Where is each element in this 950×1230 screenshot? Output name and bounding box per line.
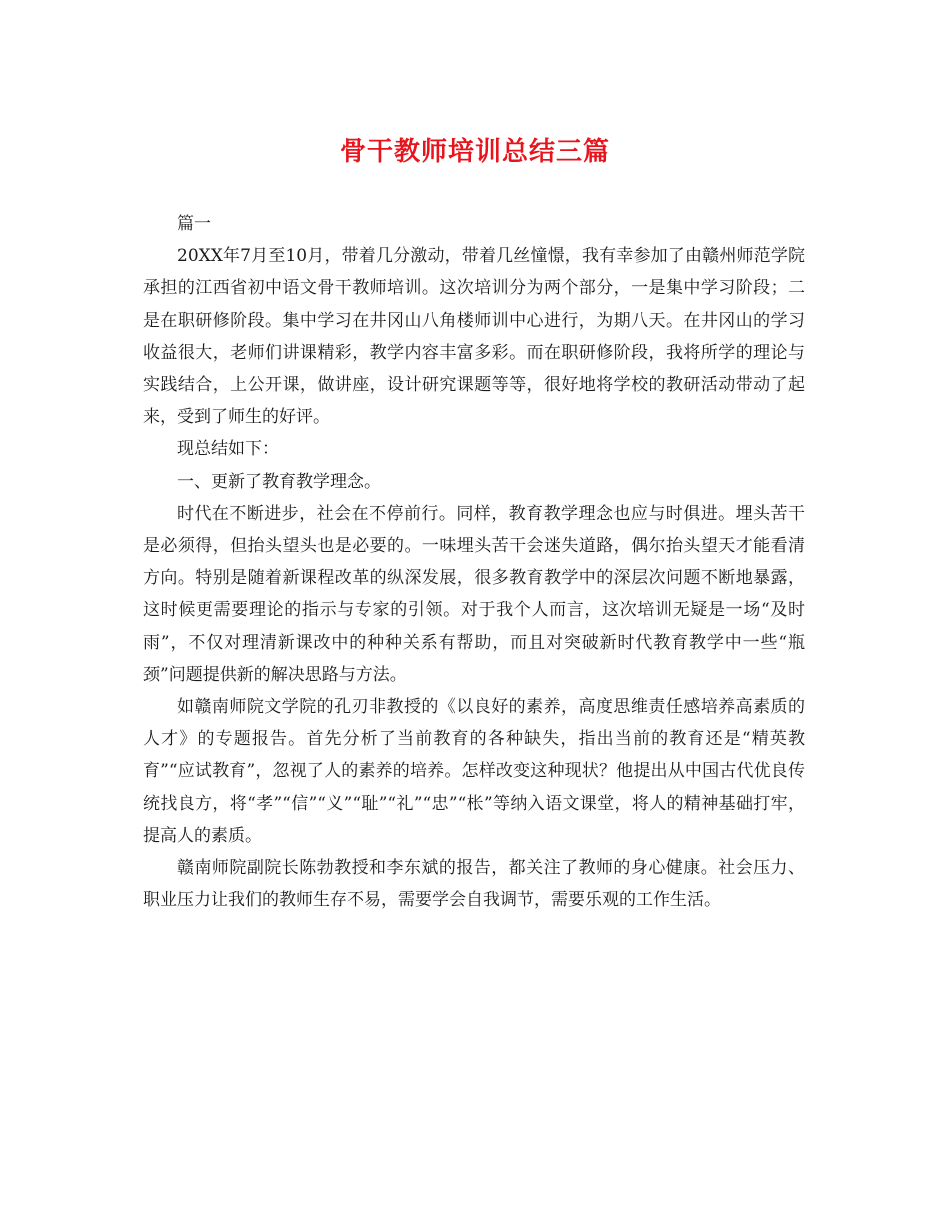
document-title: 骨干教师培训总结三篇 xyxy=(339,137,610,167)
subsection-heading: 一、更新了教育教学理念。 xyxy=(177,471,381,492)
document-body xyxy=(143,208,805,916)
paragraph: 如赣南师院文学院的孔刃非教授的《以良好的素养，高度思维责任感培养高素质的人才》的专题报告。首先分析了当前教育的各种缺失，指出当前的教育还是“精英教育”“应试教育”，忽视了人的素养的培养。怎样改变这种现状？他提出从中国古代优良传统找良方，将“孝”“信”“义”“耻”“礼”“忠”“枨”等纳入语文课堂，将人的精神基础打牢，提高人的素质。 xyxy=(143,697,805,846)
section-heading: 篇一 xyxy=(177,214,211,234)
paragraph: 20XX年7月至10月，带着几分激动，带着几丝憧憬，我有幸参加了由赣州师范学院承担的江西省初中语文骨干教师培训。这次培训分为两个部分，一是集中学习阶段；二是在职研修阶段。集中学习在井冈山八角楼师训中心进行，为期八天。在井冈山的学习收益很大，老师们讲课精彩，教学内容丰富多彩。而在职研修阶段，我将所学的理论与实践结合，上公开课，做讲座，设计研究课题等等，很好地将学校的教研活动带动了起来，受到了师生的好评。 xyxy=(143,246,805,428)
paragraph: 赣南师院副院长陈勃教授和李东斌的报告，都关注了教师的身心健康。社会压力、职业压力让我们的教师生存不易，需要学会自我调节，需要乐观的工作生活。 xyxy=(143,858,805,911)
paragraph: 现总结如下： xyxy=(177,439,279,460)
paragraph: 时代在不断进步，社会在不停前行。同样，教育教学理念也应与时俱进。埋头苦干是必须得，但抬头望头也是必要的。一味埋头苦干会迷失道路，偶尔抬头望天才能看清方向。特别是随着新课程改革的纵深发展，很多教育教学中的深层次问题不断地暴露，这时候更需要理论的指示与专家的引领。对于我个人而言，这次培训无疑是一场“及时雨”，不仅对理清新课改中的种种关系有帮助，而且对突破新时代教育教学中一些“瓶颈”问题提供新的解决思路与方法。 xyxy=(143,503,805,685)
